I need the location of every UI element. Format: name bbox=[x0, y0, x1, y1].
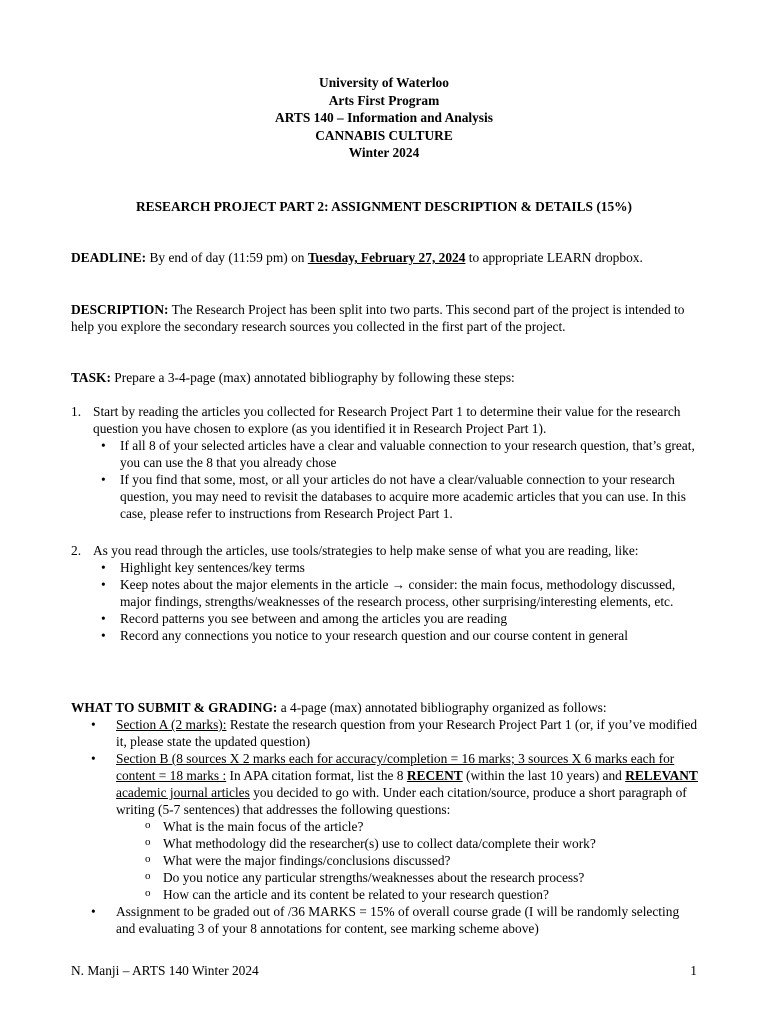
task-label: TASK: bbox=[71, 370, 111, 385]
description-label: DESCRIPTION: bbox=[71, 302, 169, 317]
section-b-label: Section B (8 sources X 2 marks each for accuracy/completion = 16 marks; 3 sources X 6 marks each for content = 18 marks : bbox=[116, 751, 675, 783]
question-item: o What were the major findings/conclusions discussed? bbox=[141, 852, 701, 869]
step-item bbox=[71, 542, 701, 644]
section-b-text-2: (within the last 10 years) and bbox=[462, 768, 626, 783]
steps-list-2 bbox=[71, 542, 701, 644]
submit-text: a 4-page (max) annotated bibliography organized as follows: bbox=[277, 700, 607, 715]
task-text: Prepare a 3-4-page (max) annotated bibliography by following these steps: bbox=[110, 370, 515, 385]
bullet-item: • Highlight key sentences/key terms bbox=[93, 559, 701, 576]
question-item: o Do you notice any particular strengths/weaknesses about the research process? bbox=[141, 869, 701, 886]
grading-item: • Assignment to be graded out of /36 MARKS = 15% of overall course grade (I will be randomly selecting and evaluating 3 of your 8 annotations for content, see marking scheme above) bbox=[71, 903, 701, 937]
bullet-item: • If you find that some, most, or all your articles do not have a clear/valuable connection to your research question, you may need to revisit the databases to acquire more academic articles that you can use. In this case, please refer to instructions from Research Project Part 1. bbox=[93, 471, 701, 522]
course-code: ARTS 140 – Information and Analysis bbox=[275, 110, 493, 126]
step-item bbox=[71, 403, 701, 522]
task-paragraph bbox=[71, 369, 701, 386]
section-a-label: Section A (2 marks): bbox=[116, 717, 227, 732]
section-b-text-1: In APA citation format, list the 8 bbox=[226, 768, 407, 783]
description-text: The Research Project has been split into two parts. This second part of the project is intended to help you explore the secondary research sources you collected in the first part of the project. bbox=[71, 302, 685, 334]
deadline-text-2: to appropriate LEARN dropbox. bbox=[465, 250, 643, 265]
step-number: 2. bbox=[71, 543, 82, 558]
bullet-item: • Record any connections you notice to your research question and our course content in general bbox=[93, 627, 701, 644]
page-number: 1 bbox=[690, 963, 697, 978]
step-bullets bbox=[93, 559, 701, 644]
section-a-text: Restate the research question from your Research Project Part 1 (or, if you’ve modified it, please state the updated question) bbox=[116, 717, 698, 749]
description-paragraph bbox=[71, 301, 701, 335]
recent-emphasis: RECENT bbox=[406, 768, 463, 783]
relevant-emphasis: RELEVANT bbox=[625, 768, 698, 783]
section-b-item bbox=[71, 750, 701, 903]
program-name: Arts First Program bbox=[328, 92, 440, 108]
steps-list bbox=[71, 403, 701, 522]
step-bullets bbox=[93, 437, 701, 522]
question-item: o What is the main focus of the article? bbox=[141, 818, 701, 835]
deadline-date: Tuesday, February 27, 2024 bbox=[307, 250, 466, 265]
term: Winter 2024 bbox=[348, 145, 420, 161]
university-name: University of Waterloo bbox=[319, 75, 449, 90]
course-topic: CANNABIS CULTURE bbox=[315, 127, 453, 143]
submit-heading bbox=[71, 699, 701, 716]
question-item: o How can the article and its content be related to your research question? bbox=[141, 886, 701, 903]
question-item: o What methodology did the researcher(s) use to collect data/complete their work? bbox=[141, 835, 701, 852]
deadline-text-1: By end of day (11:59 pm) on bbox=[146, 250, 308, 265]
journal-articles-emphasis: academic journal articles bbox=[116, 785, 250, 800]
deadline-label: DEADLINE: bbox=[71, 250, 147, 265]
bullet-item: • Keep notes about the major elements in the article → consider: the main focus, methodology discussed, major findings, strengths/weaknesses of the research process, other surprising/interesting elements, etc. bbox=[93, 576, 701, 610]
footer-author: N. Manji – ARTS 140 Winter 2024 bbox=[71, 963, 259, 978]
question-list bbox=[141, 818, 701, 903]
course-header bbox=[0, 74, 768, 162]
submit-list bbox=[71, 716, 701, 937]
bullet-item: • Record patterns you see between and among the articles you are reading bbox=[93, 610, 701, 627]
step-number: 1. bbox=[71, 404, 82, 419]
bullet-item: • If all 8 of your selected articles have a clear and valuable connection to your research question, that’s great, you can use the 8 that you already chose bbox=[93, 437, 701, 471]
submit-section bbox=[71, 699, 701, 937]
assignment-title: RESEARCH PROJECT PART 2: ASSIGNMENT DESCRIPTION & DETAILS (15%) bbox=[135, 199, 633, 214]
section-b-text-4: you decided to go with. Under each citation/source, produce a short paragraph of writing (5-7 sentences) that addresses the following questions: bbox=[116, 785, 687, 817]
deadline-paragraph bbox=[71, 249, 701, 266]
step-text: As you read through the articles, use tools/strategies to help make sense of what you are reading, like: bbox=[93, 543, 639, 558]
submit-label: WHAT TO SUBMIT & GRADING: bbox=[71, 700, 278, 715]
step-text: Start by reading the articles you collected for Research Project Part 1 to determine their value for the research question you have chosen to explore (as you identified it in Research Project Part 1). bbox=[93, 404, 681, 436]
section-a-item bbox=[71, 716, 701, 750]
